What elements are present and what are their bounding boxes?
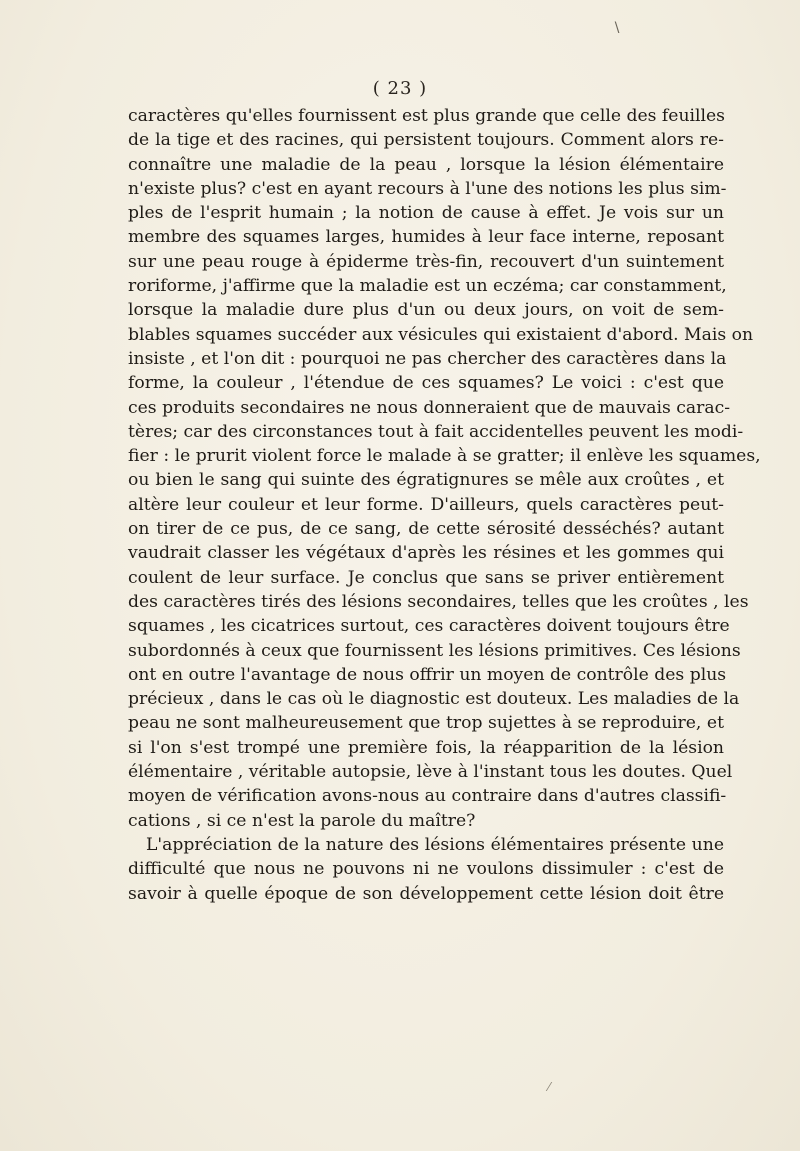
text-line: roriforme, j'affirme que la maladie est un eczéma; car constamment, [128,276,727,297]
ink-mark: ∖ [612,20,621,36]
text-line: n'existe plus? c'est en ayant recours à l'une des notions les plus sim- [128,178,727,199]
text-line: peau ne sont malheureusement que trop sujettes à se reproduire, et [128,713,724,734]
text-line: blables squames succéder aux vésicules qui existaient d'abord. Mais on [128,324,754,345]
text-line: difficulté que nous ne pouvons ni ne voulons dissimuler : c'est de [128,859,724,880]
text-line: élémentaire , véritable autopsie, lève à l'instant tous les doutes. Quel [128,762,733,783]
text-line: on tirer de ce pus, de ce sang, de cette sérosité desséchés? autant [128,519,724,540]
text-line: ples de l'esprit humain ; la notion de cause à effet. Je vois sur un [128,203,724,224]
text-line: moyen de vérification avons-nous au contraire dans d'autres classifi- [128,786,727,807]
text-line: membre des squames larges, humides à leur face interne, reposant [128,227,724,248]
ink-speck: ⁄ [548,1080,551,1094]
text-line: fier : le prurit violent force le malade à se gratter; il enlève les squames, [128,446,761,467]
text-line: coulent de leur surface. Je conclus que sans se priver entièrement [128,567,724,588]
text-line: forme, la couleur , l'étendue de ces squames? Le voici : c'est que [128,373,724,394]
page-number: ( 23 ) [372,78,428,99]
text-line: ont en outre l'avantage de nous offrir un moyen de contrôle des plus [128,664,727,685]
text-line: squames , les cicatrices surtout, ces caractères doivent toujours être [128,616,730,637]
text-line: sur une peau rouge à épiderme très-fin, recouvert d'un suintement [128,251,724,272]
text-line: caractères qu'elles fournissent est plus grande que celle des feuilles [128,106,726,126]
text-line: tères; car des circonstances tout à fait accidentelles peuvent les modi- [128,421,744,442]
body-text [128,104,761,906]
text-line: précieux , dans le cas où le diagnostic est douteux. Les maladies de la [128,689,740,710]
text-line: de la tige et des racines, qui persistent toujours. Comment alors re- [128,130,724,151]
paragraph-start-line: L'appréciation de la nature des lésions élémentaires présente une [146,834,724,855]
text-line: subordonnés à ceux que fournissent les lésions primitives. Ces lésions [128,640,741,661]
text-line: lorsque la maladie dure plus d'un ou deux jours, on voit de sem- [128,300,724,321]
text-line: savoir à quelle époque de son développement cette lésion doit être [128,883,724,904]
text-line: ces produits secondaires ne nous donneraient que de mauvais carac- [128,397,731,418]
text-line: cations , si ce n'est la parole du maître? [128,810,476,831]
text-line: insiste , et l'on dit : pourquoi ne pas chercher des caractères dans la [128,348,727,369]
text-line: connaître une maladie de la peau , lorsque la lésion élémentaire [128,154,724,175]
text-line: des caractères tirés des lésions secondaires, telles que les croûtes , les [128,591,749,612]
text-line: altère leur couleur et leur forme. D'ailleurs, quels caractères peut- [128,494,724,515]
text-line: ou bien le sang qui suinte des égratignures se mêle aux croûtes , et [128,470,724,491]
text-line: vaudrait classer les végétaux d'après les résines et les gommes qui [128,543,724,564]
text-line: si l'on s'est trompé une première fois, la réapparition de la lésion [128,737,724,758]
